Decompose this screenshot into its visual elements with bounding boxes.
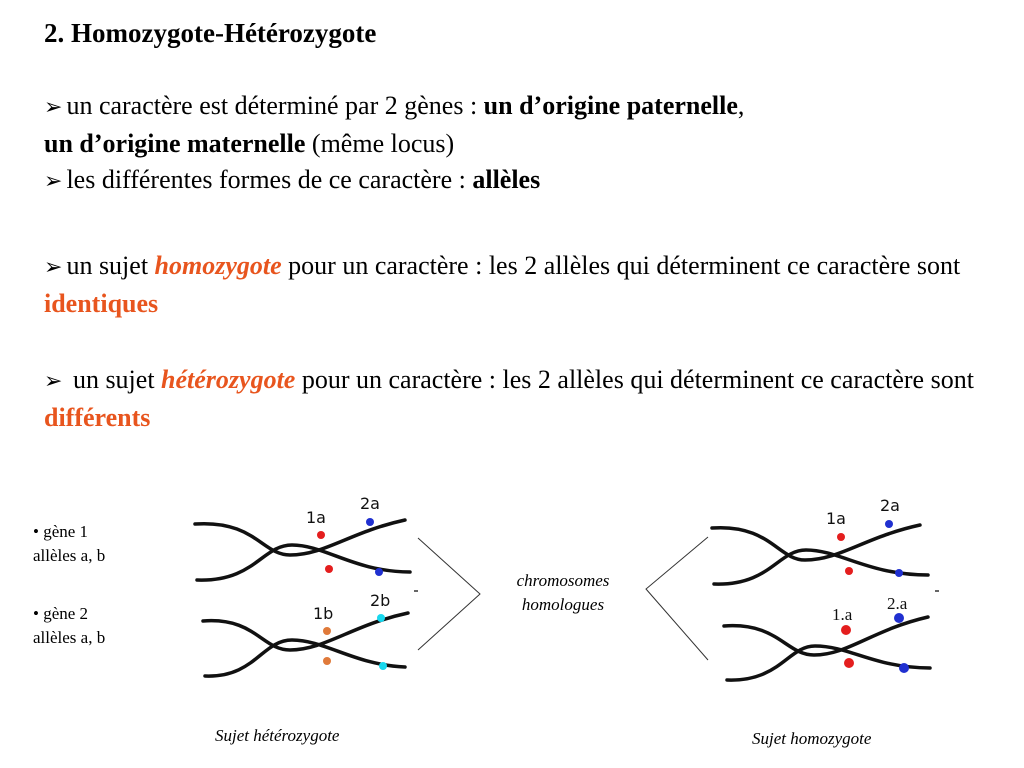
gene-marker-red — [837, 533, 845, 541]
gene-marker-cyan — [377, 614, 385, 622]
center-label-line-2: homologues — [521, 595, 605, 614]
bullet-text: pour un caractère : les 2 allèles qui déterminent ce caractère sont — [281, 251, 961, 280]
chromosome-strand — [712, 525, 920, 560]
bold-term: un d’origine paternelle — [483, 91, 738, 120]
gene-marker-blue — [899, 663, 909, 673]
bullet-text: (même locus) — [305, 129, 455, 158]
bullet-text: pour un caractère : les 2 allèles qui déterminent ce caractère sont — [295, 365, 974, 394]
legend-gene-alleles: allèles a, b — [33, 628, 106, 647]
bold-term: un d’origine maternelle — [44, 129, 306, 158]
gene-marker-blue — [895, 569, 903, 577]
highlight-identiques: identiques — [44, 289, 159, 318]
page-title: 2. Homozygote-Hétérozygote — [44, 18, 377, 48]
gene-marker-red — [844, 658, 854, 668]
gene-marker-red — [317, 531, 325, 539]
gene-marker-blue — [375, 568, 383, 576]
legend-gene-label: • gène 2 — [33, 604, 89, 623]
allele-label: 1a — [306, 508, 326, 527]
bullet-text: un sujet — [72, 365, 162, 394]
allele-label: 1a — [826, 509, 846, 528]
bullet-text: les différentes formes de ce caractère : — [66, 165, 473, 194]
gene-marker-blue — [366, 518, 374, 526]
chromosome-strand — [727, 646, 930, 680]
gene-marker-orange — [323, 657, 331, 665]
allele-label: 2b — [370, 591, 391, 610]
caption-homozygote: Sujet homozygote — [752, 729, 872, 748]
gene-marker-red — [845, 567, 853, 575]
legend-gene-label: • gène 1 — [33, 522, 89, 541]
comma: , — [737, 91, 745, 120]
allele-label: 1b — [313, 604, 334, 623]
term-heterozygote: hétérozygote — [161, 365, 296, 394]
center-label-line-1: chromosomes — [516, 571, 610, 590]
allele-label: 2.a — [887, 594, 908, 613]
arrow-bullet-icon: ➢ — [44, 255, 63, 280]
gene-marker-red — [325, 565, 333, 573]
highlight-differents: différents — [44, 403, 151, 432]
bullet-text: un sujet — [66, 251, 155, 280]
chromosome-strand — [195, 520, 405, 555]
gene-marker-orange — [323, 627, 331, 635]
bullet-text: un caractère est déterminé par 2 gènes : — [66, 91, 484, 120]
legend-gene-alleles: allèles a, b — [33, 546, 106, 565]
chromosome-strand — [714, 550, 928, 584]
arrow-bullet-icon: ➢ — [44, 95, 63, 120]
chromosome-strand — [205, 640, 405, 676]
gene-marker-blue — [894, 613, 904, 623]
arrow-bullet-icon: ➢ — [44, 169, 63, 194]
allele-label: 1.a — [832, 605, 853, 624]
bracket-right — [646, 537, 708, 660]
gene-marker-red — [841, 625, 851, 635]
gene-marker-blue — [885, 520, 893, 528]
gene-marker-cyan — [379, 662, 387, 670]
allele-label: 2a — [880, 496, 900, 515]
allele-label: 2a — [360, 494, 380, 513]
bold-term: allèles — [472, 165, 541, 194]
arrow-bullet-icon: ➢ — [44, 369, 63, 394]
caption-heterozygote: Sujet hétérozygote — [215, 726, 340, 745]
bracket-left — [418, 538, 480, 650]
term-homozygote: homozygote — [154, 251, 282, 280]
